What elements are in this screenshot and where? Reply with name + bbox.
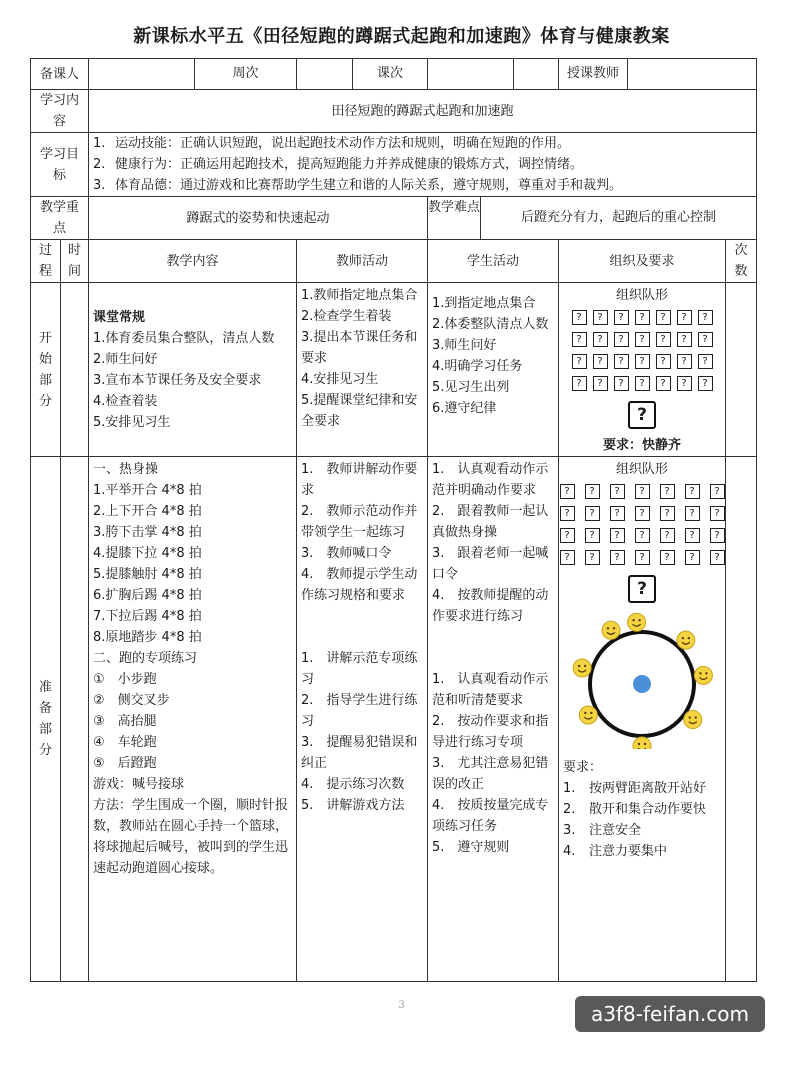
prep-teacher-item: 4. 教师提示学生动作练习规格和要求 <box>301 567 418 603</box>
start-student-item: 5.见习生出列 <box>432 380 510 395</box>
prep-content-item: 7.下拉后踢 4*8 拍 <box>93 609 202 624</box>
column-header-row <box>31 240 757 283</box>
header-row <box>31 59 757 90</box>
prep-content-item: 5.提膝触肘 4*8 拍 <box>93 567 202 582</box>
start-content-item: 1.体育委员集合整队，清点人数 <box>93 330 275 346</box>
start-teacher-item: 4.安排见习生 <box>301 372 379 387</box>
student-marker: ? <box>635 550 650 565</box>
prep-student-item: 1. 认真观看动作示范并明确动作要求 <box>432 462 549 498</box>
student-marker: ? <box>560 484 575 499</box>
start-content-item: 5.安排见习生 <box>93 414 171 430</box>
student-marker: ? <box>677 332 692 347</box>
prep-content-item: 游戏：喊号接球 <box>93 777 185 792</box>
start-teacher-marker: ? <box>628 401 656 429</box>
student-marker: ? <box>635 332 650 347</box>
student-marker: ? <box>698 310 713 325</box>
start-content-item: 4.检查着装 <box>93 393 158 409</box>
student-face-icon <box>628 613 646 631</box>
prep-content-item: 6.扩胸后踢 4*8 拍 <box>93 588 202 603</box>
prep-content-item: 1.平举开合 4*8 拍 <box>93 483 202 498</box>
key-row <box>31 197 757 240</box>
prep-teacher-item: 2. 指导学生进行练习 <box>301 693 418 729</box>
content-row <box>31 90 757 133</box>
student-marker: ? <box>614 354 629 369</box>
prep-req-item: 2. 散开和集合动作要快 <box>563 802 707 817</box>
student-marker: ? <box>635 506 650 521</box>
student-marker: ? <box>610 528 625 543</box>
goal-item: 1. 运动技能：正确认识短跑，说出起跑技术动作方法和规则，明确在短跑的作用。 <box>93 136 571 151</box>
prep-value <box>89 59 195 89</box>
prep-student-item: 4. 按质按量完成专项练习任务 <box>432 798 549 834</box>
student-marker: ? <box>710 528 725 543</box>
difficulty-value: 后蹬充分有力，起跑后的重心控制 <box>521 210 717 225</box>
prep-req-item: 3. 注意安全 <box>563 823 642 838</box>
start-formation-grid <box>563 310 721 391</box>
student-marker: ? <box>685 550 700 565</box>
start-student-item: 3.师生问好 <box>432 338 497 353</box>
prep-content-item: 二、跑的专项练习 <box>93 651 198 666</box>
student-marker: ? <box>560 506 575 521</box>
student-marker: ? <box>635 310 650 325</box>
student-marker: ? <box>635 354 650 369</box>
start-teacher-item: 2.检查学生着装 <box>301 309 392 324</box>
teacher-value <box>628 59 756 89</box>
prep-student-item: 3. 跟着老师一起喊口令 <box>432 546 549 582</box>
goals-row <box>31 133 757 197</box>
student-marker: ? <box>710 550 725 565</box>
col-time: 时间 <box>61 240 89 283</box>
student-marker: ? <box>685 484 700 499</box>
student-marker: ? <box>572 310 587 325</box>
prep-label: 备课人 <box>31 59 89 90</box>
prep-content-item: 2.上下开合 4*8 拍 <box>93 504 202 519</box>
student-marker: ? <box>660 550 675 565</box>
student-marker: ? <box>593 310 608 325</box>
col-process: 过程 <box>31 240 61 283</box>
start-requirement: 要求：快静齐 <box>603 438 682 453</box>
lesson-value <box>428 59 514 89</box>
prep-student-item: 1. 认真观看动作示范和听清楚要求 <box>432 672 549 708</box>
difficulty-label: 教学难点 <box>428 197 481 239</box>
student-marker: ? <box>593 354 608 369</box>
prep-teacher-item: 3. 提醒易犯错误和纠正 <box>301 735 418 771</box>
goals-label: 学习目标 <box>31 133 89 197</box>
student-marker: ? <box>660 506 675 521</box>
student-marker: ? <box>560 528 575 543</box>
content-label: 学习内容 <box>31 90 89 133</box>
student-marker: ? <box>656 354 671 369</box>
teacher-center-dot <box>633 675 651 693</box>
prep-content-item: ① 小步跑 <box>93 672 157 687</box>
student-marker: ? <box>698 354 713 369</box>
prep-content-item: 8.原地踏步 4*8 拍 <box>93 630 202 645</box>
student-marker: ? <box>593 332 608 347</box>
prep-teacher-item: 1. 讲解示范专项练习 <box>301 651 418 687</box>
lesson-plan-table <box>30 58 757 982</box>
goal-item: 2. 健康行为：正确运用起跑技术，提高短跑能力并养成健康的锻炼方式，调控情绪。 <box>93 157 584 172</box>
week-value <box>297 59 353 89</box>
start-content-item: 3.宣布本节课任务及安全要求 <box>93 372 262 388</box>
page-number: 3 <box>398 1000 405 1011</box>
prep-game-method: 方法：学生围成一个圈，顺时针报数，教师站在圆心手持一个篮球，将球抛起后喊号，被叫到的学生迅速起动跑道圆心接球。 <box>93 798 289 876</box>
prep-content-item: ③ 高抬腿 <box>93 714 157 729</box>
prep-teacher-item: 3. 教师喊口令 <box>301 546 392 561</box>
student-marker: ? <box>656 310 671 325</box>
student-marker: ? <box>656 332 671 347</box>
col-student: 学生活动 <box>428 240 559 283</box>
student-marker: ? <box>572 354 587 369</box>
student-marker: ? <box>710 506 725 521</box>
prep-formation-grid <box>563 484 721 565</box>
student-face-icon <box>677 631 695 649</box>
start-content-heading: 课堂常规 <box>93 309 146 325</box>
student-marker: ? <box>685 528 700 543</box>
student-marker: ? <box>677 376 692 391</box>
prep-student-item: 2. 跟着教师一起认真做热身操 <box>432 504 549 540</box>
watermark: a3f8-feifan.com <box>575 996 765 1032</box>
start-content-item: 2.师生问好 <box>93 351 158 367</box>
prep-student-item: 3. 尤其注意易犯错误的改正 <box>432 756 549 792</box>
prep-content-item: ② 侧交叉步 <box>93 693 170 708</box>
prep-teacher-marker: ? <box>628 575 656 603</box>
start-org-title: 组织队形 <box>616 288 669 303</box>
student-marker: ? <box>677 354 692 369</box>
prep-teacher-item: 4. 提示练习次数 <box>301 777 405 792</box>
student-marker: ? <box>593 376 608 391</box>
prep-content-item: 一、热身操 <box>93 462 159 477</box>
week-label: 周次 <box>232 66 259 81</box>
start-label: 开始部分 <box>31 283 61 457</box>
circle-formation-diagram <box>563 609 722 749</box>
student-marker: ? <box>610 506 625 521</box>
page-title: 新课标水平五《田径短跑的蹲踞式起跑和加速跑》体育与健康教案 <box>133 26 670 47</box>
prep-student-item: 4. 按教师提醒的动作要求进行练习 <box>432 588 549 624</box>
content-value: 田径短跑的蹲踞式起跑和加速跑 <box>89 90 757 133</box>
student-marker: ? <box>585 528 600 543</box>
student-marker: ? <box>560 550 575 565</box>
start-teacher-item: 5.提醒课堂纪律和安全要求 <box>301 393 418 429</box>
student-marker: ? <box>710 484 725 499</box>
student-marker: ? <box>685 506 700 521</box>
student-marker: ? <box>572 332 587 347</box>
prep-req-label: 要求： <box>563 760 603 775</box>
prep-content-item: 3.胯下击掌 4*8 拍 <box>93 525 202 540</box>
student-marker: ? <box>585 506 600 521</box>
student-marker: ? <box>656 376 671 391</box>
prep-student-item: 5. 遵守规则 <box>432 840 510 855</box>
prep-req-item: 4. 注意力要集中 <box>563 844 668 859</box>
student-marker: ? <box>660 528 675 543</box>
start-teacher-item: 3.提出本节课任务和要求 <box>301 330 418 366</box>
student-marker: ? <box>614 310 629 325</box>
col-org: 组织及要求 <box>559 240 726 283</box>
prep-section-row <box>31 457 757 982</box>
start-student-item: 4.明确学习任务 <box>432 359 523 374</box>
student-marker: ? <box>698 332 713 347</box>
col-content: 教学内容 <box>89 240 297 283</box>
prep-content-item: 4.提膝下拉 4*8 拍 <box>93 546 202 561</box>
student-marker: ? <box>698 376 713 391</box>
prep-req-item: 1. 按两臂距离散开站好 <box>563 781 707 796</box>
student-marker: ? <box>585 484 600 499</box>
start-student-item: 1.到指定地点集合 <box>432 296 536 311</box>
student-face-icon <box>633 737 651 749</box>
student-face-icon <box>684 711 702 729</box>
student-marker: ? <box>635 484 650 499</box>
start-teacher-item: 1.教师指定地点集合 <box>301 288 418 303</box>
student-marker: ? <box>677 310 692 325</box>
student-face-icon <box>573 659 591 677</box>
prep-content-item: ④ 车轮跑 <box>93 735 157 750</box>
student-marker: ? <box>610 484 625 499</box>
student-marker: ? <box>635 528 650 543</box>
student-face-icon <box>694 666 712 684</box>
prep-content-item: ⑤ 后蹬跑 <box>93 756 157 771</box>
goal-item: 3. 体育品德：通过游戏和比赛帮助学生建立和谐的人际关系，遵守规则，尊重对手和裁判。 <box>93 178 623 193</box>
prep-student-item: 2. 按动作要求和指导进行练习专项 <box>432 714 549 750</box>
key-label: 教学重点 <box>31 197 89 240</box>
prep-org-title: 组织队形 <box>616 462 669 477</box>
start-student-item: 2.体委整队清点人数 <box>432 317 549 332</box>
student-marker: ? <box>614 376 629 391</box>
student-marker: ? <box>572 376 587 391</box>
student-marker: ? <box>610 550 625 565</box>
student-face-icon <box>602 621 620 639</box>
student-marker: ? <box>614 332 629 347</box>
start-section-row <box>31 283 757 457</box>
prep-teacher-item: 5. 讲解游戏方法 <box>301 798 405 813</box>
start-student-item: 6.遵守纪律 <box>432 401 497 416</box>
prep-teacher-item: 2. 教师示范动作并带领学生一起练习 <box>301 504 418 540</box>
student-marker: ? <box>585 550 600 565</box>
key-value: 蹲踞式的姿势和快速起动 <box>89 197 428 240</box>
prep-label-cell: 准备部分 <box>31 457 61 982</box>
prep-teacher-item: 1. 教师讲解动作要求 <box>301 462 418 498</box>
student-face-icon <box>579 706 597 724</box>
student-marker: ? <box>660 484 675 499</box>
col-teacher: 教师活动 <box>297 240 428 283</box>
student-marker: ? <box>635 376 650 391</box>
teacher-label: 授课教师 <box>559 59 628 89</box>
lesson-label: 课次 <box>377 66 404 81</box>
col-count: 次数 <box>726 240 757 283</box>
